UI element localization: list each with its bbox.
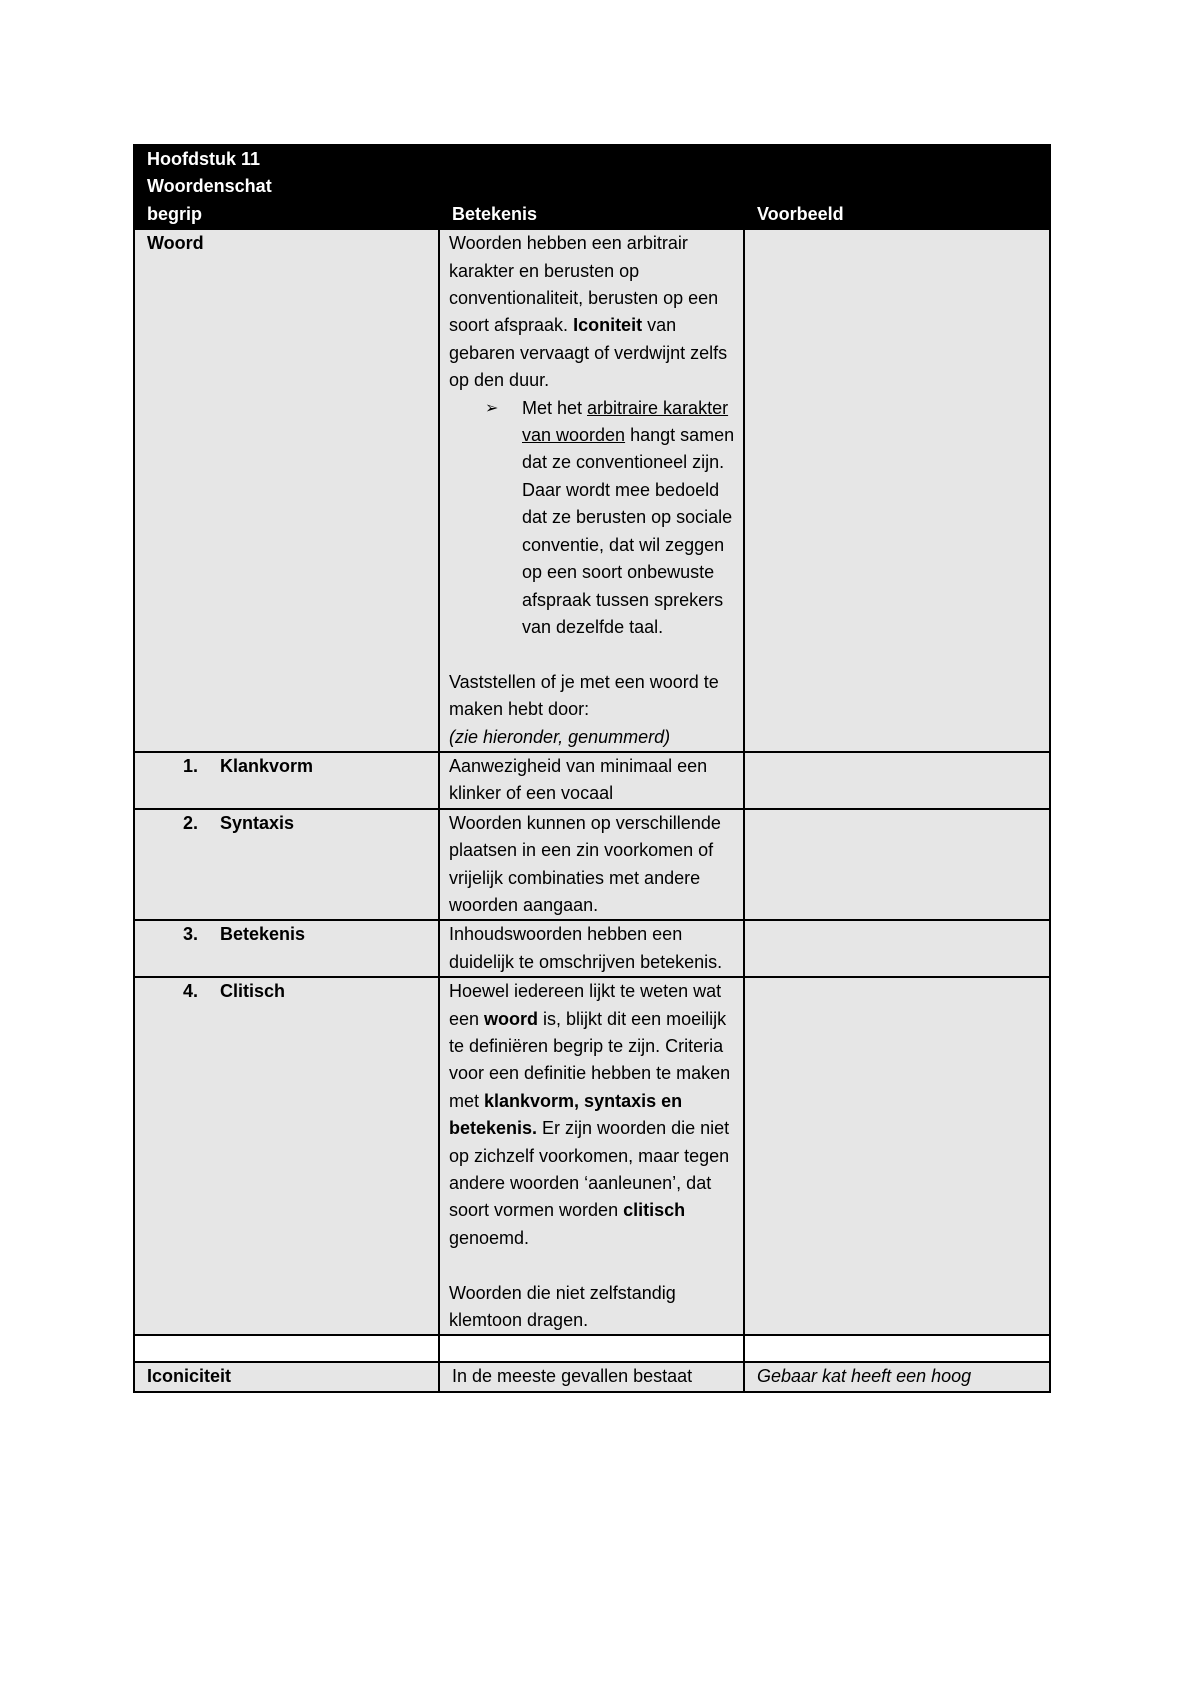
term-cell bbox=[134, 920, 439, 977]
definition-bold-term: klankvorm, syntaxis en betekenis. bbox=[449, 1090, 683, 1139]
bullet-underlined-text: arbitraire karakter van woorden bbox=[522, 397, 729, 446]
header-begrip-cell bbox=[134, 145, 439, 229]
column-header-betekenis-label: Betekenis bbox=[452, 203, 538, 224]
term-cell bbox=[134, 229, 439, 752]
definition-note: (zie hieronder, genummerd) bbox=[449, 726, 671, 747]
term-betekenis: Betekenis bbox=[220, 924, 306, 945]
example-cell bbox=[744, 229, 1050, 752]
definition-cell bbox=[439, 977, 744, 1335]
definition-paragraph bbox=[449, 978, 739, 1252]
arrow-bullet-icon: ➢ bbox=[485, 399, 499, 417]
definition-bold-term: woord bbox=[484, 1008, 539, 1029]
definition-cell: In de meeste gevallen bestaat bbox=[439, 1362, 744, 1391]
definition-paragraph-2: Vaststellen of je met een woord te maken hebt door: bbox=[449, 671, 719, 720]
table-row-iconiciteit bbox=[134, 1362, 1050, 1391]
numbered-term bbox=[147, 810, 432, 837]
table-row-woord bbox=[134, 229, 1050, 752]
term-cell bbox=[134, 977, 439, 1335]
definition-cell: Inhoudswoorden hebben een duidelijk te omschrijven betekenis. bbox=[439, 920, 744, 977]
vocabulary-table bbox=[133, 144, 1051, 1393]
table-row-clitisch bbox=[134, 977, 1050, 1335]
empty-cell bbox=[134, 1335, 439, 1362]
example-cell: Gebaar kat heeft een hoog bbox=[744, 1362, 1050, 1391]
definition-text: van gebaren vervaagt of verdwijnt zelfs op den duur. bbox=[449, 315, 728, 391]
term-number: 3. bbox=[183, 924, 199, 945]
definition-text: genoemd. bbox=[449, 1227, 530, 1248]
definition-cell bbox=[439, 229, 744, 752]
column-header-voorbeeld-label: Voorbeeld bbox=[757, 203, 844, 224]
term-clitisch: Clitisch bbox=[220, 981, 286, 1002]
example-cell bbox=[744, 920, 1050, 977]
empty-cell bbox=[439, 1335, 744, 1362]
term-cell bbox=[134, 1362, 439, 1391]
numbered-term bbox=[147, 978, 432, 1005]
example-cell bbox=[744, 809, 1050, 921]
definition-text: Hoewel iedereen lijkt te weten wat een bbox=[449, 981, 722, 1029]
definition-text: Er zijn woorden die niet op zichzelf voorkomen, maar tegen andere woorden ‘aanleunen’, dat soort vormen worden bbox=[449, 1118, 730, 1221]
numbered-term bbox=[147, 921, 432, 948]
column-header-betekenis bbox=[439, 145, 744, 229]
term-syntaxis: Syntaxis bbox=[220, 812, 295, 833]
example-cell bbox=[744, 977, 1050, 1335]
definition-paragraph bbox=[449, 230, 739, 394]
term-number: 4. bbox=[183, 981, 199, 1002]
bullet-text bbox=[522, 395, 739, 642]
bullet-text-post: hangt samen dat ze conventioneel zijn. Daar wordt mee bedoeld dat ze berusten op sociale conventie, dat wil zeggen op een soort onbewuste afspraak tussen sprekers van dezelfde taal. bbox=[522, 425, 735, 637]
column-header-begrip: begrip bbox=[147, 203, 203, 224]
definition-paragraph-2: Woorden die niet zelfstandig klemtoon dragen. bbox=[449, 1282, 676, 1331]
table-row-empty bbox=[134, 1335, 1050, 1362]
definition-text: Woorden hebben een arbitrair karakter en berusten op conventionaliteit, berusten op een soort afspraak. bbox=[449, 233, 719, 336]
chapter-subtitle: Woordenschat bbox=[147, 176, 272, 197]
example-cell bbox=[744, 752, 1050, 809]
column-header-voorbeeld bbox=[744, 145, 1050, 229]
empty-cell bbox=[744, 1335, 1050, 1362]
definition-cell: Aanwezigheid van minimaal een klinker of een vocaal bbox=[439, 752, 744, 809]
definition-text: is, blijkt dit een moeilijk te definiëren begrip te zijn. Criteria voor een definitie hebben te maken met bbox=[449, 1008, 731, 1111]
term-cell bbox=[134, 809, 439, 921]
term-cell bbox=[134, 752, 439, 809]
definition-bold-term: clitisch bbox=[623, 1200, 686, 1221]
chapter-title: Hoofdstuk 11 bbox=[147, 149, 261, 169]
table-row-syntaxis bbox=[134, 809, 1050, 921]
bullet-item bbox=[485, 395, 739, 642]
paragraph-gap bbox=[449, 1252, 739, 1279]
bullet-text-pre: Met het bbox=[522, 397, 588, 418]
definition-bold-term: Iconiteit bbox=[573, 315, 643, 336]
term-iconiciteit: Iconiciteit bbox=[147, 1366, 232, 1387]
table-header-row bbox=[134, 145, 1050, 229]
term-number: 2. bbox=[183, 812, 199, 833]
term-number: 1. bbox=[183, 755, 199, 776]
term-klankvorm: Klankvorm bbox=[220, 755, 314, 776]
table-row-klankvorm bbox=[134, 752, 1050, 809]
term-woord: Woord bbox=[147, 233, 204, 254]
paragraph-gap bbox=[449, 641, 739, 668]
definition-cell: Woorden kunnen op verschillende plaatsen in een zin voorkomen of vrijelijk combinaties met andere woorden aangaan. bbox=[439, 809, 744, 921]
table-row-betekenis bbox=[134, 920, 1050, 977]
numbered-term bbox=[147, 753, 432, 780]
